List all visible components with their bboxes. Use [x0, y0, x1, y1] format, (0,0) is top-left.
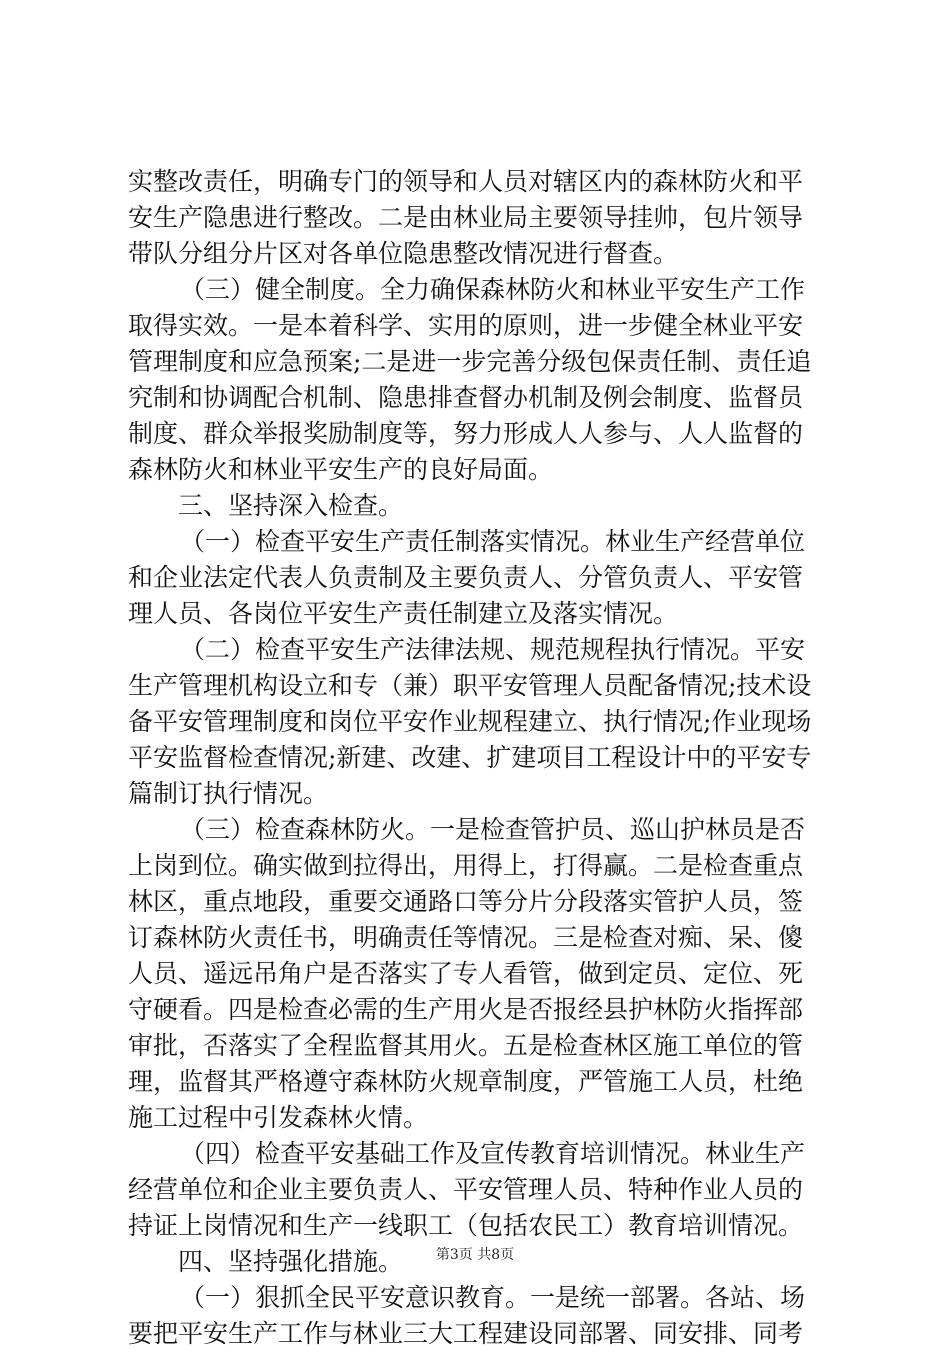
text-line: 审批，否落实了全程监督其用火。五是检查林区施工单位的管 [128, 1031, 804, 1060]
text-line: 安生产隐患进行整改。二是由林业局主要领导挂帅，包片领导 [128, 203, 804, 232]
text-line: 订森林防火责任书，明确责任等情况。三是检查对痴、呆、傻 [128, 923, 804, 952]
text-line: （一）狠抓全民平安意识教育。一是统一部署。各站、场 [180, 1283, 806, 1312]
text-line: （三）检查森林防火。一是检查管护员、巡山护林员是否 [180, 815, 806, 844]
text-line: 究制和协调配合机制、隐患排查督办机制及例会制度、监督员 [128, 383, 804, 412]
text-line: 施工过程中引发森林火情。 [128, 1103, 429, 1132]
text-line: 上岗到位。确实做到拉得出，用得上，打得赢。二是检查重点 [128, 851, 804, 880]
section-heading: 四、坚持强化措施。 [178, 1247, 404, 1276]
text-line: 要把平安生产工作与林业三大工程建设同部署、同安排、同考 [128, 1319, 804, 1348]
text-line: 实整改责任，明确专门的领导和人员对辖区内的森林防火和平 [128, 167, 804, 196]
text-line: 和企业法定代表人负责制及主要负责人、分管负责人、平安管 [128, 563, 804, 592]
text-line: 经营单位和企业主要负责人、平安管理人员、特种作业人员的 [128, 1175, 804, 1204]
text-line: 管理制度和应急预案;二是进一步完善分级包保责任制、责任追 [128, 347, 812, 376]
section-heading: 三、坚持深入检查。 [178, 491, 404, 520]
text-line: （四）检查平安基础工作及宣传教育培训情况。林业生产 [180, 1139, 806, 1168]
text-line: 制度、群众举报奖励制度等，努力形成人人参与、人人监督的 [128, 419, 804, 448]
text-line: 守硬看。四是检查必需的生产用火是否报经县护林防火指挥部 [128, 995, 804, 1024]
text-line: 理人员、各岗位平安生产责任制建立及落实情况。 [128, 599, 679, 628]
text-line: （二）检查平安生产法律法规、规范规程执行情况。平安 [180, 635, 806, 664]
text-line: 平安监督检查情况;新建、改建、扩建项目工程设计中的平安专 [128, 743, 812, 772]
text-line: 林区，重点地段，重要交通路口等分片分段落实管护人员，签 [128, 887, 804, 916]
text-line: 带队分组分片区对各单位隐患整改情况进行督查。 [128, 239, 679, 268]
text-line: 篇制订执行情况。 [128, 779, 329, 808]
text-line: 森林防火和林业平安生产的良好局面。 [128, 455, 554, 484]
text-line: 取得实效。一是本着科学、实用的原则，进一步健全林业平安 [128, 311, 804, 340]
text-line: 生产管理机构设立和专（兼）职平安管理人员配备情况;技术设 [128, 671, 812, 700]
text-line: 持证上岗情况和生产一线职工（包括农民工）教育培训情况。 [128, 1211, 804, 1240]
text-line: （一）检查平安生产责任制落实情况。林业生产经营单位 [180, 527, 806, 556]
page-footer: 第3页 共8页 [435, 1247, 515, 1263]
text-line: 理，监督其严格遵守森林防火规章制度，严管施工人员，杜绝 [128, 1067, 804, 1096]
text-line: 备平安管理制度和岗位平安作业规程建立、执行情况;作业现场 [128, 707, 812, 736]
text-line: 人员、遥远吊角户是否落实了专人看管，做到定员、定位、死 [128, 959, 804, 988]
text-line: （三）健全制度。全力确保森林防火和林业平安生产工作 [180, 275, 806, 304]
